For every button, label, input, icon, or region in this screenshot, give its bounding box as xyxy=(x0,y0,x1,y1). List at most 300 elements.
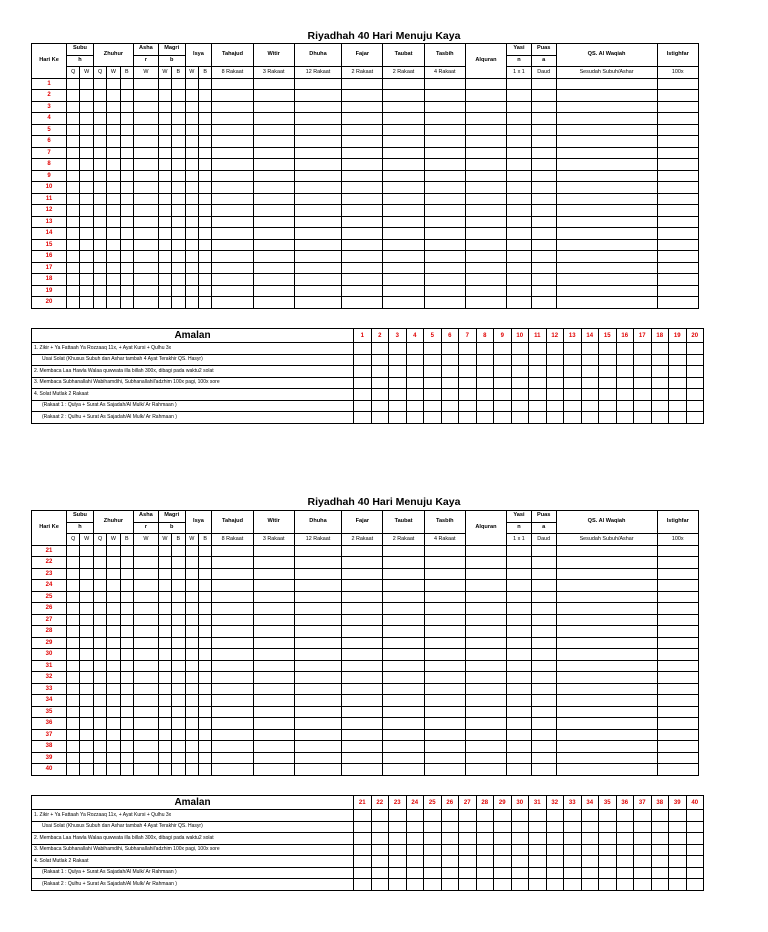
checkbox-cell[interactable] xyxy=(556,672,657,684)
checkbox-cell[interactable] xyxy=(556,580,657,592)
checkbox-cell[interactable] xyxy=(465,182,506,194)
checkbox-cell[interactable] xyxy=(120,136,133,148)
checkbox-cell[interactable] xyxy=(185,591,198,603)
amalan-check-cell[interactable] xyxy=(494,377,512,389)
amalan-check-cell[interactable] xyxy=(616,833,634,845)
checkbox-cell[interactable] xyxy=(158,580,171,592)
checkbox-cell[interactable] xyxy=(342,706,383,718)
checkbox-cell[interactable] xyxy=(253,159,294,171)
checkbox-cell[interactable] xyxy=(107,170,120,182)
amalan-check-cell[interactable] xyxy=(371,400,389,412)
checkbox-cell[interactable] xyxy=(465,545,506,557)
checkbox-cell[interactable] xyxy=(93,672,106,684)
checkbox-cell[interactable] xyxy=(657,205,698,217)
checkbox-cell[interactable] xyxy=(657,216,698,228)
checkbox-cell[interactable] xyxy=(212,764,253,776)
checkbox-cell[interactable] xyxy=(657,251,698,263)
checkbox-cell[interactable] xyxy=(657,262,698,274)
checkbox-cell[interactable] xyxy=(80,660,93,672)
checkbox-cell[interactable] xyxy=(172,262,185,274)
checkbox-cell[interactable] xyxy=(107,637,120,649)
checkbox-cell[interactable] xyxy=(67,205,80,217)
checkbox-cell[interactable] xyxy=(107,718,120,730)
checkbox-cell[interactable] xyxy=(158,159,171,171)
checkbox-cell[interactable] xyxy=(383,614,424,626)
checkbox-cell[interactable] xyxy=(531,78,556,90)
amalan-check-cell[interactable] xyxy=(634,821,652,833)
amalan-check-cell[interactable] xyxy=(599,377,617,389)
amalan-check-cell[interactable] xyxy=(406,400,424,412)
checkbox-cell[interactable] xyxy=(294,603,341,615)
checkbox-cell[interactable] xyxy=(134,568,159,580)
amalan-check-cell[interactable] xyxy=(529,389,547,401)
checkbox-cell[interactable] xyxy=(424,193,465,205)
checkbox-cell[interactable] xyxy=(294,251,341,263)
checkbox-cell[interactable] xyxy=(93,741,106,753)
checkbox-cell[interactable] xyxy=(556,239,657,251)
checkbox-cell[interactable] xyxy=(507,124,532,136)
checkbox-cell[interactable] xyxy=(172,274,185,286)
checkbox-cell[interactable] xyxy=(531,695,556,707)
amalan-check-cell[interactable] xyxy=(599,844,617,856)
amalan-check-cell[interactable] xyxy=(441,412,459,424)
checkbox-cell[interactable] xyxy=(342,649,383,661)
checkbox-cell[interactable] xyxy=(657,741,698,753)
checkbox-cell[interactable] xyxy=(158,251,171,263)
checkbox-cell[interactable] xyxy=(507,626,532,638)
checkbox-cell[interactable] xyxy=(253,695,294,707)
checkbox-cell[interactable] xyxy=(80,752,93,764)
checkbox-cell[interactable] xyxy=(212,672,253,684)
amalan-check-cell[interactable] xyxy=(634,377,652,389)
checkbox-cell[interactable] xyxy=(424,90,465,102)
checkbox-cell[interactable] xyxy=(383,752,424,764)
checkbox-cell[interactable] xyxy=(172,660,185,672)
checkbox-cell[interactable] xyxy=(556,637,657,649)
amalan-check-cell[interactable] xyxy=(616,343,634,355)
checkbox-cell[interactable] xyxy=(198,637,211,649)
checkbox-cell[interactable] xyxy=(107,124,120,136)
amalan-check-cell[interactable] xyxy=(406,354,424,366)
checkbox-cell[interactable] xyxy=(424,695,465,707)
checkbox-cell[interactable] xyxy=(93,205,106,217)
checkbox-cell[interactable] xyxy=(93,297,106,309)
checkbox-cell[interactable] xyxy=(424,101,465,113)
checkbox-cell[interactable] xyxy=(253,113,294,125)
checkbox-cell[interactable] xyxy=(424,147,465,159)
amalan-check-cell[interactable] xyxy=(459,844,477,856)
checkbox-cell[interactable] xyxy=(120,545,133,557)
amalan-check-cell[interactable] xyxy=(354,833,372,845)
checkbox-cell[interactable] xyxy=(342,78,383,90)
checkbox-cell[interactable] xyxy=(342,216,383,228)
checkbox-cell[interactable] xyxy=(134,170,159,182)
checkbox-cell[interactable] xyxy=(294,568,341,580)
amalan-check-cell[interactable] xyxy=(686,400,704,412)
amalan-check-cell[interactable] xyxy=(389,879,407,891)
checkbox-cell[interactable] xyxy=(657,159,698,171)
checkbox-cell[interactable] xyxy=(383,136,424,148)
checkbox-cell[interactable] xyxy=(158,239,171,251)
checkbox-cell[interactable] xyxy=(67,637,80,649)
amalan-check-cell[interactable] xyxy=(389,821,407,833)
checkbox-cell[interactable] xyxy=(172,136,185,148)
checkbox-cell[interactable] xyxy=(107,228,120,240)
amalan-check-cell[interactable] xyxy=(651,833,669,845)
checkbox-cell[interactable] xyxy=(172,706,185,718)
checkbox-cell[interactable] xyxy=(93,147,106,159)
checkbox-cell[interactable] xyxy=(253,101,294,113)
checkbox-cell[interactable] xyxy=(107,591,120,603)
checkbox-cell[interactable] xyxy=(158,752,171,764)
checkbox-cell[interactable] xyxy=(342,626,383,638)
amalan-check-cell[interactable] xyxy=(511,389,529,401)
checkbox-cell[interactable] xyxy=(107,580,120,592)
checkbox-cell[interactable] xyxy=(657,695,698,707)
amalan-check-cell[interactable] xyxy=(669,810,687,822)
amalan-check-cell[interactable] xyxy=(669,821,687,833)
checkbox-cell[interactable] xyxy=(107,660,120,672)
checkbox-cell[interactable] xyxy=(172,113,185,125)
checkbox-cell[interactable] xyxy=(465,262,506,274)
checkbox-cell[interactable] xyxy=(158,591,171,603)
amalan-check-cell[interactable] xyxy=(511,810,529,822)
checkbox-cell[interactable] xyxy=(507,672,532,684)
checkbox-cell[interactable] xyxy=(556,729,657,741)
checkbox-cell[interactable] xyxy=(134,285,159,297)
checkbox-cell[interactable] xyxy=(120,568,133,580)
checkbox-cell[interactable] xyxy=(424,683,465,695)
checkbox-cell[interactable] xyxy=(556,752,657,764)
checkbox-cell[interactable] xyxy=(424,136,465,148)
checkbox-cell[interactable] xyxy=(657,603,698,615)
checkbox-cell[interactable] xyxy=(212,626,253,638)
checkbox-cell[interactable] xyxy=(556,557,657,569)
checkbox-cell[interactable] xyxy=(531,603,556,615)
checkbox-cell[interactable] xyxy=(556,216,657,228)
amalan-check-cell[interactable] xyxy=(669,412,687,424)
checkbox-cell[interactable] xyxy=(93,614,106,626)
checkbox-cell[interactable] xyxy=(80,101,93,113)
checkbox-cell[interactable] xyxy=(67,683,80,695)
checkbox-cell[interactable] xyxy=(342,695,383,707)
amalan-check-cell[interactable] xyxy=(459,833,477,845)
checkbox-cell[interactable] xyxy=(294,695,341,707)
checkbox-cell[interactable] xyxy=(80,239,93,251)
checkbox-cell[interactable] xyxy=(212,228,253,240)
checkbox-cell[interactable] xyxy=(556,568,657,580)
amalan-check-cell[interactable] xyxy=(599,412,617,424)
checkbox-cell[interactable] xyxy=(212,297,253,309)
checkbox-cell[interactable] xyxy=(80,113,93,125)
checkbox-cell[interactable] xyxy=(465,614,506,626)
amalan-check-cell[interactable] xyxy=(651,366,669,378)
checkbox-cell[interactable] xyxy=(80,568,93,580)
checkbox-cell[interactable] xyxy=(556,718,657,730)
checkbox-cell[interactable] xyxy=(657,147,698,159)
checkbox-cell[interactable] xyxy=(424,170,465,182)
checkbox-cell[interactable] xyxy=(67,285,80,297)
checkbox-cell[interactable] xyxy=(120,262,133,274)
amalan-check-cell[interactable] xyxy=(634,412,652,424)
checkbox-cell[interactable] xyxy=(657,228,698,240)
checkbox-cell[interactable] xyxy=(80,274,93,286)
checkbox-cell[interactable] xyxy=(93,568,106,580)
checkbox-cell[interactable] xyxy=(198,136,211,148)
checkbox-cell[interactable] xyxy=(93,557,106,569)
checkbox-cell[interactable] xyxy=(107,205,120,217)
amalan-check-cell[interactable] xyxy=(424,856,442,868)
amalan-check-cell[interactable] xyxy=(389,366,407,378)
checkbox-cell[interactable] xyxy=(424,113,465,125)
amalan-check-cell[interactable] xyxy=(599,821,617,833)
checkbox-cell[interactable] xyxy=(172,159,185,171)
checkbox-cell[interactable] xyxy=(134,649,159,661)
checkbox-cell[interactable] xyxy=(185,614,198,626)
amalan-check-cell[interactable] xyxy=(371,377,389,389)
amalan-check-cell[interactable] xyxy=(459,856,477,868)
checkbox-cell[interactable] xyxy=(107,216,120,228)
amalan-check-cell[interactable] xyxy=(459,412,477,424)
checkbox-cell[interactable] xyxy=(342,239,383,251)
amalan-check-cell[interactable] xyxy=(669,366,687,378)
amalan-check-cell[interactable] xyxy=(686,821,704,833)
checkbox-cell[interactable] xyxy=(531,729,556,741)
checkbox-cell[interactable] xyxy=(531,216,556,228)
amalan-check-cell[interactable] xyxy=(354,389,372,401)
amalan-check-cell[interactable] xyxy=(371,389,389,401)
checkbox-cell[interactable] xyxy=(212,637,253,649)
checkbox-cell[interactable] xyxy=(657,285,698,297)
checkbox-cell[interactable] xyxy=(465,205,506,217)
checkbox-cell[interactable] xyxy=(120,591,133,603)
checkbox-cell[interactable] xyxy=(185,557,198,569)
amalan-check-cell[interactable] xyxy=(441,833,459,845)
checkbox-cell[interactable] xyxy=(556,159,657,171)
checkbox-cell[interactable] xyxy=(383,193,424,205)
checkbox-cell[interactable] xyxy=(253,239,294,251)
checkbox-cell[interactable] xyxy=(383,580,424,592)
checkbox-cell[interactable] xyxy=(158,182,171,194)
amalan-check-cell[interactable] xyxy=(476,389,494,401)
amalan-check-cell[interactable] xyxy=(459,867,477,879)
checkbox-cell[interactable] xyxy=(107,729,120,741)
checkbox-cell[interactable] xyxy=(342,274,383,286)
checkbox-cell[interactable] xyxy=(294,228,341,240)
checkbox-cell[interactable] xyxy=(212,603,253,615)
checkbox-cell[interactable] xyxy=(185,228,198,240)
checkbox-cell[interactable] xyxy=(212,170,253,182)
amalan-check-cell[interactable] xyxy=(494,400,512,412)
checkbox-cell[interactable] xyxy=(212,101,253,113)
amalan-check-cell[interactable] xyxy=(529,844,547,856)
amalan-check-cell[interactable] xyxy=(354,867,372,879)
checkbox-cell[interactable] xyxy=(383,159,424,171)
checkbox-cell[interactable] xyxy=(294,78,341,90)
amalan-check-cell[interactable] xyxy=(599,400,617,412)
amalan-check-cell[interactable] xyxy=(686,833,704,845)
checkbox-cell[interactable] xyxy=(185,216,198,228)
checkbox-cell[interactable] xyxy=(158,683,171,695)
checkbox-cell[interactable] xyxy=(465,251,506,263)
checkbox-cell[interactable] xyxy=(657,101,698,113)
checkbox-cell[interactable] xyxy=(198,626,211,638)
checkbox-cell[interactable] xyxy=(383,297,424,309)
amalan-check-cell[interactable] xyxy=(564,856,582,868)
checkbox-cell[interactable] xyxy=(198,706,211,718)
amalan-check-cell[interactable] xyxy=(546,354,564,366)
checkbox-cell[interactable] xyxy=(253,205,294,217)
checkbox-cell[interactable] xyxy=(465,695,506,707)
checkbox-cell[interactable] xyxy=(531,557,556,569)
checkbox-cell[interactable] xyxy=(253,545,294,557)
checkbox-cell[interactable] xyxy=(120,170,133,182)
amalan-check-cell[interactable] xyxy=(354,366,372,378)
checkbox-cell[interactable] xyxy=(465,124,506,136)
checkbox-cell[interactable] xyxy=(342,113,383,125)
checkbox-cell[interactable] xyxy=(158,101,171,113)
checkbox-cell[interactable] xyxy=(342,136,383,148)
checkbox-cell[interactable] xyxy=(134,274,159,286)
checkbox-cell[interactable] xyxy=(383,147,424,159)
checkbox-cell[interactable] xyxy=(657,297,698,309)
amalan-check-cell[interactable] xyxy=(581,833,599,845)
amalan-check-cell[interactable] xyxy=(634,366,652,378)
checkbox-cell[interactable] xyxy=(556,683,657,695)
checkbox-cell[interactable] xyxy=(424,591,465,603)
amalan-check-cell[interactable] xyxy=(546,389,564,401)
amalan-check-cell[interactable] xyxy=(354,354,372,366)
checkbox-cell[interactable] xyxy=(507,159,532,171)
checkbox-cell[interactable] xyxy=(253,603,294,615)
amalan-check-cell[interactable] xyxy=(564,821,582,833)
checkbox-cell[interactable] xyxy=(93,580,106,592)
amalan-check-cell[interactable] xyxy=(511,400,529,412)
checkbox-cell[interactable] xyxy=(134,637,159,649)
checkbox-cell[interactable] xyxy=(657,545,698,557)
checkbox-cell[interactable] xyxy=(531,170,556,182)
checkbox-cell[interactable] xyxy=(134,136,159,148)
checkbox-cell[interactable] xyxy=(424,182,465,194)
checkbox-cell[interactable] xyxy=(172,672,185,684)
amalan-check-cell[interactable] xyxy=(599,833,617,845)
amalan-check-cell[interactable] xyxy=(441,856,459,868)
checkbox-cell[interactable] xyxy=(120,182,133,194)
checkbox-cell[interactable] xyxy=(531,545,556,557)
checkbox-cell[interactable] xyxy=(80,124,93,136)
checkbox-cell[interactable] xyxy=(67,695,80,707)
checkbox-cell[interactable] xyxy=(556,764,657,776)
checkbox-cell[interactable] xyxy=(294,718,341,730)
checkbox-cell[interactable] xyxy=(134,591,159,603)
checkbox-cell[interactable] xyxy=(93,124,106,136)
amalan-check-cell[interactable] xyxy=(389,867,407,879)
checkbox-cell[interactable] xyxy=(212,205,253,217)
checkbox-cell[interactable] xyxy=(556,695,657,707)
checkbox-cell[interactable] xyxy=(556,228,657,240)
amalan-check-cell[interactable] xyxy=(424,833,442,845)
amalan-check-cell[interactable] xyxy=(441,400,459,412)
checkbox-cell[interactable] xyxy=(253,591,294,603)
checkbox-cell[interactable] xyxy=(120,706,133,718)
checkbox-cell[interactable] xyxy=(107,193,120,205)
checkbox-cell[interactable] xyxy=(342,741,383,753)
checkbox-cell[interactable] xyxy=(134,718,159,730)
checkbox-cell[interactable] xyxy=(80,557,93,569)
checkbox-cell[interactable] xyxy=(93,285,106,297)
amalan-check-cell[interactable] xyxy=(406,366,424,378)
checkbox-cell[interactable] xyxy=(198,557,211,569)
checkbox-cell[interactable] xyxy=(198,672,211,684)
checkbox-cell[interactable] xyxy=(107,147,120,159)
amalan-check-cell[interactable] xyxy=(476,343,494,355)
checkbox-cell[interactable] xyxy=(93,545,106,557)
checkbox-cell[interactable] xyxy=(172,170,185,182)
checkbox-cell[interactable] xyxy=(185,136,198,148)
checkbox-cell[interactable] xyxy=(507,660,532,672)
amalan-check-cell[interactable] xyxy=(511,412,529,424)
checkbox-cell[interactable] xyxy=(424,741,465,753)
amalan-check-cell[interactable] xyxy=(424,400,442,412)
amalan-check-cell[interactable] xyxy=(424,354,442,366)
checkbox-cell[interactable] xyxy=(120,113,133,125)
amalan-check-cell[interactable] xyxy=(564,810,582,822)
checkbox-cell[interactable] xyxy=(294,136,341,148)
amalan-check-cell[interactable] xyxy=(406,833,424,845)
amalan-check-cell[interactable] xyxy=(459,810,477,822)
checkbox-cell[interactable] xyxy=(507,78,532,90)
checkbox-cell[interactable] xyxy=(80,216,93,228)
checkbox-cell[interactable] xyxy=(383,706,424,718)
checkbox-cell[interactable] xyxy=(107,568,120,580)
checkbox-cell[interactable] xyxy=(107,695,120,707)
checkbox-cell[interactable] xyxy=(120,147,133,159)
amalan-check-cell[interactable] xyxy=(476,856,494,868)
checkbox-cell[interactable] xyxy=(134,603,159,615)
amalan-check-cell[interactable] xyxy=(581,354,599,366)
checkbox-cell[interactable] xyxy=(134,193,159,205)
checkbox-cell[interactable] xyxy=(294,90,341,102)
checkbox-cell[interactable] xyxy=(342,285,383,297)
checkbox-cell[interactable] xyxy=(134,683,159,695)
checkbox-cell[interactable] xyxy=(531,239,556,251)
amalan-check-cell[interactable] xyxy=(546,856,564,868)
checkbox-cell[interactable] xyxy=(657,170,698,182)
checkbox-cell[interactable] xyxy=(185,683,198,695)
checkbox-cell[interactable] xyxy=(107,101,120,113)
amalan-check-cell[interactable] xyxy=(651,844,669,856)
amalan-check-cell[interactable] xyxy=(581,856,599,868)
amalan-check-cell[interactable] xyxy=(371,833,389,845)
checkbox-cell[interactable] xyxy=(172,205,185,217)
checkbox-cell[interactable] xyxy=(253,274,294,286)
checkbox-cell[interactable] xyxy=(93,78,106,90)
amalan-check-cell[interactable] xyxy=(354,400,372,412)
checkbox-cell[interactable] xyxy=(120,580,133,592)
amalan-check-cell[interactable] xyxy=(564,833,582,845)
checkbox-cell[interactable] xyxy=(253,557,294,569)
checkbox-cell[interactable] xyxy=(80,729,93,741)
checkbox-cell[interactable] xyxy=(172,718,185,730)
checkbox-cell[interactable] xyxy=(185,672,198,684)
checkbox-cell[interactable] xyxy=(107,672,120,684)
amalan-check-cell[interactable] xyxy=(354,810,372,822)
amalan-check-cell[interactable] xyxy=(581,844,599,856)
checkbox-cell[interactable] xyxy=(383,603,424,615)
amalan-check-cell[interactable] xyxy=(424,377,442,389)
checkbox-cell[interactable] xyxy=(185,101,198,113)
checkbox-cell[interactable] xyxy=(172,568,185,580)
